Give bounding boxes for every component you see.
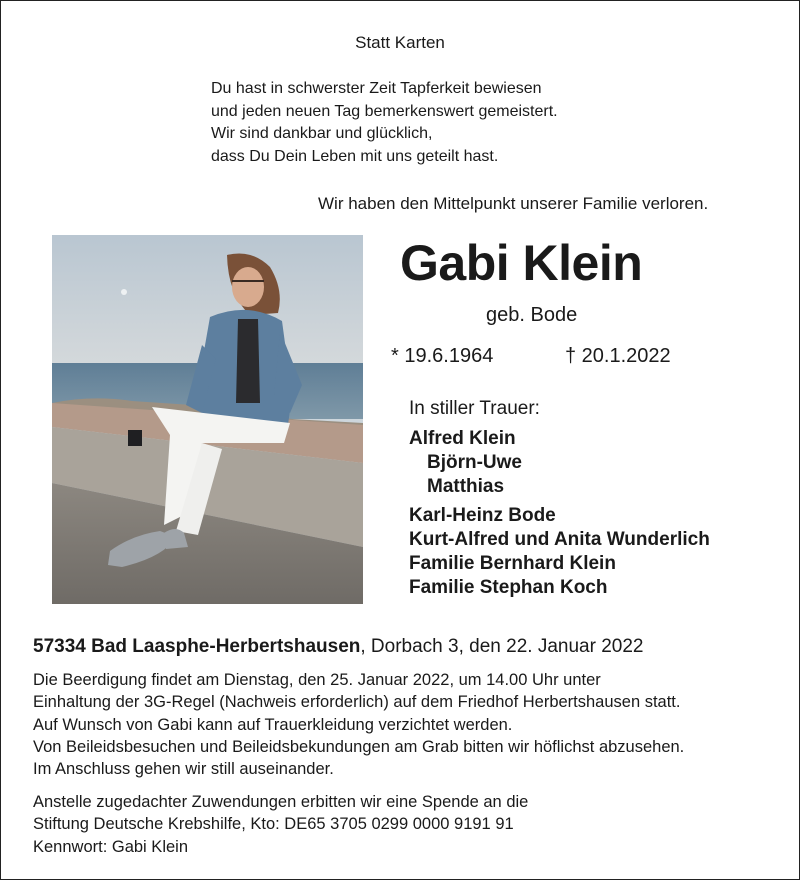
poem xyxy=(211,78,558,168)
mourner-name: Familie Bernhard Klein xyxy=(409,553,616,574)
funeral-line: Auf Wunsch von Gabi kann auf Trauerkleidung verzichtet werden. xyxy=(33,715,513,734)
poem-line: und jeden neuen Tag bemerkenswert gemeistert. xyxy=(211,102,558,120)
funeral-info xyxy=(33,669,684,780)
donation-info xyxy=(33,791,528,858)
donation-line: Stiftung Deutsche Krebshilfe, Kto: DE65 3705 0299 0000 9191 91 xyxy=(33,815,514,834)
mourning-label: In stiller Trauer: xyxy=(409,398,540,419)
mourner-name: Alfred Klein xyxy=(409,428,516,449)
mourner-name: Björn-Uwe xyxy=(427,452,522,473)
funeral-line: Im Anschluss gehen wir still auseinander. xyxy=(33,760,334,779)
portrait-photo xyxy=(52,235,363,604)
address-line xyxy=(33,636,643,658)
donation-line: Anstelle zugedachter Zuwendungen erbitten wir eine Spende an die xyxy=(33,793,529,811)
intro-line: Wir haben den Mittelpunkt unserer Familie verloren. xyxy=(318,194,709,213)
poem-line: dass Du Dein Leben mit uns geteilt hast. xyxy=(211,147,499,165)
poem-line: Du hast in schwerster Zeit Tapferkeit bewiesen xyxy=(211,80,542,97)
poem-line: Wir sind dankbar und glücklich, xyxy=(211,125,433,142)
mourner-name: Matthias xyxy=(427,476,505,497)
donation-line: Kennwort: Gabi Klein xyxy=(33,837,189,856)
mourner-list xyxy=(409,427,710,600)
address-date: , Dorbach 3, den 22. Januar 2022 xyxy=(360,636,644,657)
mourner-name: Kurt-Alfred und Anita Wunderlich xyxy=(409,529,710,550)
funeral-line: Die Beerdigung findet am Dienstag, den 25. Januar 2022, um 14.00 Uhr unter xyxy=(33,671,601,689)
mourner-name: Familie Stephan Koch xyxy=(409,577,608,598)
birth-date: * 19.6.1964 xyxy=(391,345,494,367)
funeral-line: Einhaltung der 3G-Regel (Nachweis erforderlich) auf dem Friedhof Herbertshausen statt. xyxy=(33,693,681,712)
birth-name: geb. Bode xyxy=(486,304,578,326)
notice-header: Statt Karten xyxy=(355,33,445,52)
death-date: † 20.1.2022 xyxy=(565,345,671,367)
funeral-line: Von Beileidsbesuchen und Beileidsbekundungen am Grab bitten wir höflichst abzusehen. xyxy=(33,737,685,756)
mourner-name: Karl-Heinz Bode xyxy=(409,505,556,526)
address-place: 57334 Bad Laasphe-Herbertshausen xyxy=(33,636,361,657)
deceased-name: Gabi Klein xyxy=(400,235,643,291)
